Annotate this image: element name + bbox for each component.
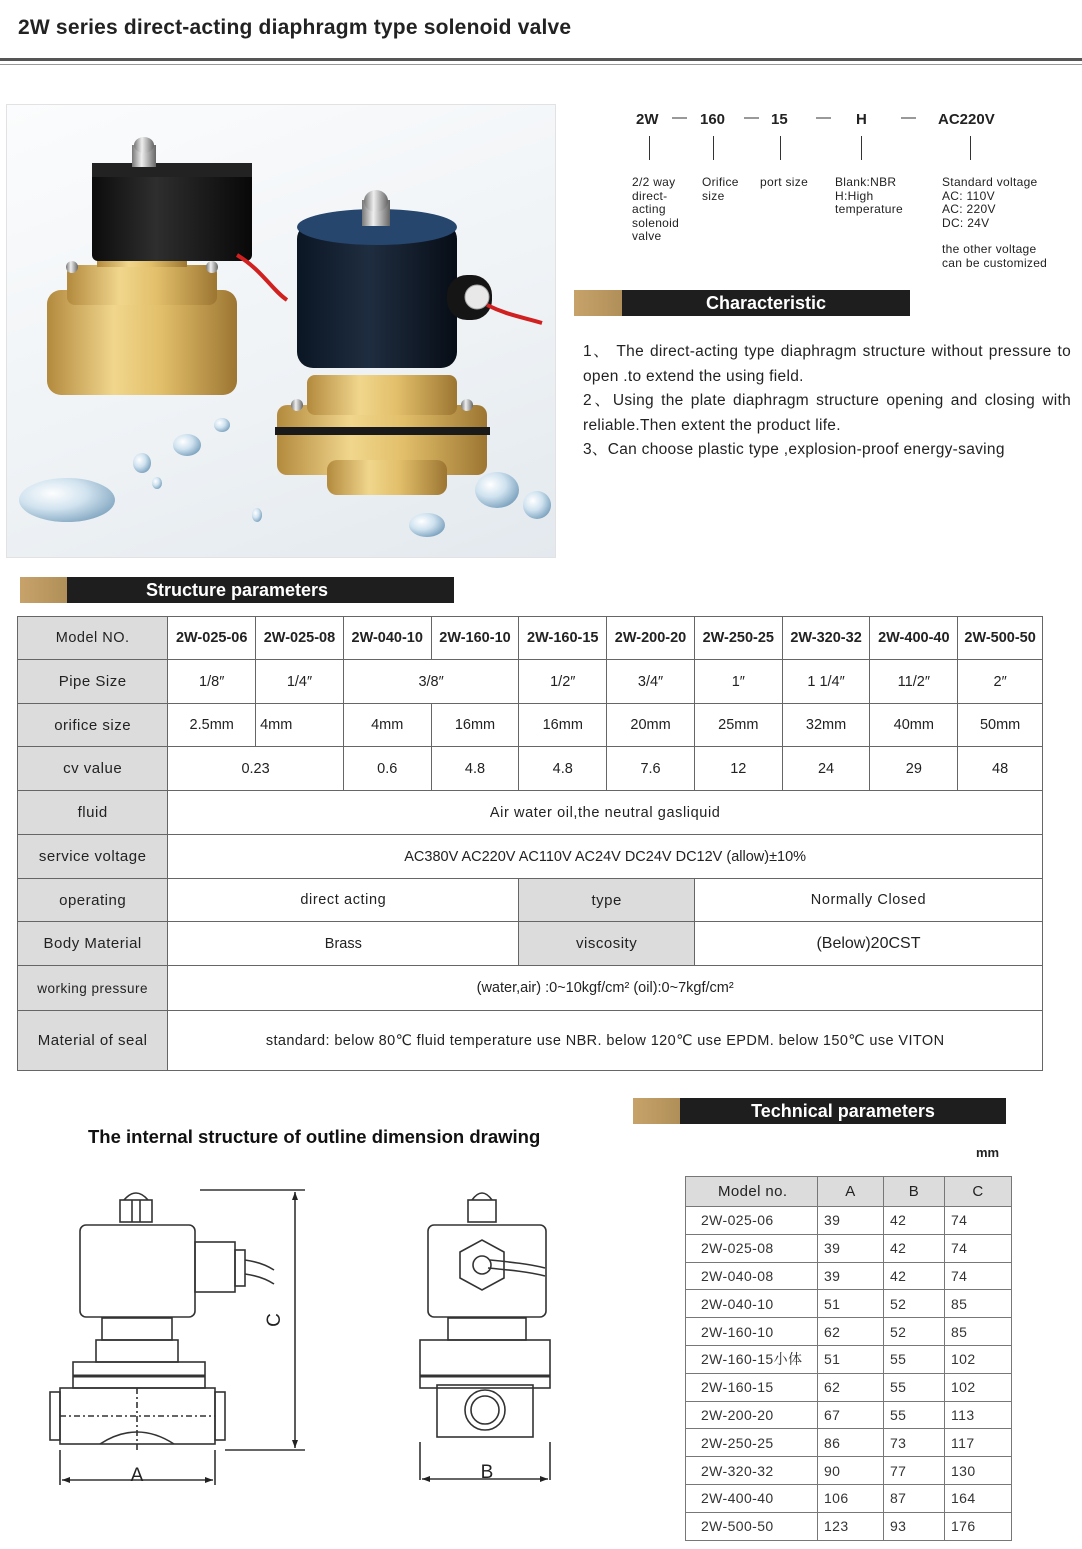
cv-cell: 4.8 — [519, 747, 607, 791]
row-label-model: Model NO. — [18, 617, 168, 660]
code-dash: — — [672, 109, 687, 126]
orifice-cell: 2.5mm — [168, 704, 256, 747]
dimension-cell: 130 — [945, 1457, 1012, 1485]
title-divider — [0, 58, 1082, 61]
dimension-a-label: A — [130, 1465, 144, 1486]
pipe-cell: 11/2″ — [870, 660, 958, 704]
pipe-cell: 1/2″ — [519, 660, 607, 704]
pipe-cell: 1 1/4″ — [782, 660, 870, 704]
orifice-cell: 20mm — [607, 704, 695, 747]
dimension-cell: 62 — [818, 1318, 884, 1346]
solenoid-valve-illustration — [7, 105, 555, 557]
model-cell: 2W-400-40 — [870, 617, 958, 660]
row-label-operating: operating — [18, 879, 168, 922]
code-desc-seal: Blank:NBR H:High temperature — [835, 175, 903, 216]
characteristic-item: 3、Can choose plastic type ,explosion-proof energy-saving — [583, 441, 1005, 458]
code-desc-port: port size — [760, 175, 809, 189]
pipe-cell: 3/4″ — [607, 660, 695, 704]
pipe-cell: 1/8″ — [168, 660, 256, 704]
product-photo — [6, 104, 556, 558]
table-row — [18, 791, 1043, 835]
dimension-cell: 123 — [818, 1512, 884, 1540]
model-cell: 2W-040-08 — [686, 1262, 818, 1290]
dimension-cell: 51 — [818, 1290, 884, 1318]
table-row — [18, 1011, 1043, 1071]
orifice-cell: 32mm — [782, 704, 870, 747]
table-row — [686, 1373, 1012, 1401]
model-cell: 2W-200-20 — [607, 617, 695, 660]
dimension-cell: 164 — [945, 1484, 1012, 1512]
dimension-cell: 90 — [818, 1457, 884, 1485]
table-row — [18, 966, 1043, 1011]
model-cell: 2W-400-40 — [686, 1484, 818, 1512]
row-label-fluid: fluid — [18, 791, 168, 835]
code-part-seal: H — [856, 111, 867, 128]
table-row — [18, 922, 1043, 966]
dimension-cell: 74 — [945, 1234, 1012, 1262]
model-cell: 2W-025-08 — [686, 1234, 818, 1262]
model-cell: 2W-500-50 — [686, 1512, 818, 1540]
dimension-cell: 74 — [945, 1207, 1012, 1235]
column-header: Model no. — [686, 1177, 818, 1207]
model-cell: 2W-250-25 — [686, 1429, 818, 1457]
table-row — [686, 1345, 1012, 1373]
dimension-cell: 117 — [945, 1429, 1012, 1457]
row-label-seal: Material of seal — [18, 1011, 168, 1071]
dimension-cell: 55 — [884, 1373, 945, 1401]
characteristic-header: Characteristic — [574, 290, 910, 316]
dimension-cell: 39 — [818, 1207, 884, 1235]
model-cell: 2W-025-08 — [256, 617, 344, 660]
unit-label: mm — [976, 1145, 1000, 1160]
code-connector — [713, 136, 714, 160]
column-header: A — [818, 1177, 884, 1207]
row-label-pressure: working pressure — [18, 966, 168, 1011]
model-cell: 2W-250-25 — [694, 617, 782, 660]
seal-cell: standard: below 80℃ fluid temperature use NBR. below 120℃ use EPDM. below 150℃ use VITON — [168, 1011, 1043, 1071]
dimension-c-label: C — [264, 1313, 285, 1327]
viscosity-label: viscosity — [519, 922, 695, 966]
drawing-title: The internal structure of outline dimension drawing — [88, 1126, 541, 1147]
model-cell: 2W-025-06 — [168, 617, 256, 660]
dimension-cell: 102 — [945, 1345, 1012, 1373]
viscosity-cell: (Below)20CST — [694, 922, 1042, 966]
code-desc-orifice: Orifice size — [702, 175, 739, 203]
structure-table — [17, 616, 1043, 1071]
technical-table — [685, 1176, 1012, 1541]
dimension-cell: 42 — [884, 1207, 945, 1235]
dimension-cell: 85 — [945, 1318, 1012, 1346]
dimension-cell: 102 — [945, 1373, 1012, 1401]
dimension-cell: 106 — [818, 1484, 884, 1512]
dimension-cell: 67 — [818, 1401, 884, 1429]
title-divider-thin — [0, 64, 1082, 65]
column-header: B — [884, 1177, 945, 1207]
pipe-cell: 3/8″ — [343, 660, 519, 704]
structure-header: Structure parameters — [20, 577, 454, 603]
cv-cell: 48 — [958, 747, 1043, 791]
column-header: C — [945, 1177, 1012, 1207]
cv-cell: 0.6 — [343, 747, 431, 791]
model-cell: 2W-160-10 — [686, 1318, 818, 1346]
fluid-cell: Air water oil,the neutral gasliquid — [168, 791, 1043, 835]
code-part-voltage: AC220V — [938, 111, 995, 128]
orifice-cell: 4mm — [256, 704, 344, 747]
dimension-cell: 77 — [884, 1457, 945, 1485]
code-part-series: 2W — [636, 111, 659, 128]
voltage-cell: AC380V AC220V AC110V AC24V DC24V DC12V (allow)±10% — [168, 835, 1043, 879]
dimension-cell: 93 — [884, 1512, 945, 1540]
cv-cell: 29 — [870, 747, 958, 791]
row-label-pipe: Pipe Size — [18, 660, 168, 704]
code-desc-series: 2/2 way direct- acting solenoid valve — [632, 175, 680, 243]
dimension-cell: 113 — [945, 1401, 1012, 1429]
row-label-cv: cv value — [18, 747, 168, 791]
code-connector — [861, 136, 862, 160]
pipe-cell: 1/4″ — [256, 660, 344, 704]
dimension-cell: 55 — [884, 1345, 945, 1373]
dimension-cell: 176 — [945, 1512, 1012, 1540]
orifice-cell: 16mm — [519, 704, 607, 747]
table-row — [18, 835, 1043, 879]
orifice-cell: 4mm — [343, 704, 431, 747]
code-dash: — — [901, 109, 916, 126]
code-dash: — — [816, 109, 831, 126]
orifice-cell: 16mm — [431, 704, 519, 747]
table-row — [18, 617, 1043, 660]
dimension-cell: 85 — [945, 1290, 1012, 1318]
orifice-cell: 25mm — [694, 704, 782, 747]
operating-cell: direct acting — [168, 879, 519, 922]
dimension-cell: 74 — [945, 1262, 1012, 1290]
body-cell: Brass — [168, 922, 519, 966]
code-part-orifice: 160 — [700, 111, 726, 128]
table-row — [686, 1484, 1012, 1512]
model-cell: 2W-160-15 — [519, 617, 607, 660]
orifice-cell: 40mm — [870, 704, 958, 747]
row-label-orifice: orifice size — [18, 704, 168, 747]
characteristic-item: 1、 The direct-acting type diaphragm structure without pressure to open .to extend the using field. — [583, 343, 1071, 385]
model-cell: 2W-040-10 — [686, 1290, 818, 1318]
type-cell: Normally Closed — [694, 879, 1042, 922]
table-row — [686, 1318, 1012, 1346]
characteristic-list — [583, 340, 1071, 463]
table-row — [18, 879, 1043, 922]
dimension-cell: 62 — [818, 1373, 884, 1401]
dimension-cell: 87 — [884, 1484, 945, 1512]
table-row — [18, 660, 1043, 704]
dimension-cell: 39 — [818, 1234, 884, 1262]
dimension-cell: 52 — [884, 1290, 945, 1318]
dimension-cell: 73 — [884, 1429, 945, 1457]
characteristic-item: 2、Using the plate diaphragm structure opening and closing with reliable.Then extent the product life. — [583, 392, 1071, 434]
code-connector — [780, 136, 781, 160]
dimension-cell: 52 — [884, 1318, 945, 1346]
model-cell: 2W-160-15 — [686, 1373, 818, 1401]
table-row — [686, 1207, 1012, 1235]
table-row — [686, 1262, 1012, 1290]
table-row — [686, 1512, 1012, 1540]
model-cell: 2W-500-50 — [958, 617, 1043, 660]
dimension-cell: 42 — [884, 1234, 945, 1262]
model-cell: 2W-320-32 — [686, 1457, 818, 1485]
cv-cell: 12 — [694, 747, 782, 791]
page-title: 2W series direct-acting diaphragm type solenoid valve — [18, 16, 572, 39]
model-cell: 2W-200-20 — [686, 1401, 818, 1429]
cv-cell: 0.23 — [168, 747, 344, 791]
code-part-port: 15 — [771, 111, 788, 128]
model-cell: 2W-160-15小体 — [686, 1345, 818, 1373]
table-row — [18, 704, 1043, 747]
technical-header: Technical parameters — [633, 1098, 1006, 1124]
code-connector — [970, 136, 971, 160]
table-row — [686, 1290, 1012, 1318]
model-cell: 2W-320-32 — [782, 617, 870, 660]
dimension-cell: 42 — [884, 1262, 945, 1290]
table-row — [686, 1457, 1012, 1485]
code-dash: — — [744, 109, 759, 126]
orifice-cell: 50mm — [958, 704, 1043, 747]
model-cell: 2W-040-10 — [343, 617, 431, 660]
code-connector — [649, 136, 650, 160]
row-label-voltage: service voltage — [18, 835, 168, 879]
table-header-row — [686, 1177, 1012, 1207]
cv-cell: 4.8 — [431, 747, 519, 791]
dimension-cell: 86 — [818, 1429, 884, 1457]
dimension-cell: 51 — [818, 1345, 884, 1373]
model-cell: 2W-160-10 — [431, 617, 519, 660]
dimension-cell: 55 — [884, 1401, 945, 1429]
dimension-b-label: B — [480, 1462, 494, 1483]
table-row — [686, 1401, 1012, 1429]
pressure-cell: (water,air) :0~10kgf/cm² (oil):0~7kgf/cm² — [168, 966, 1043, 1011]
table-row — [18, 747, 1043, 791]
pipe-cell: 2″ — [958, 660, 1043, 704]
row-label-body: Body Material — [18, 922, 168, 966]
table-row — [686, 1234, 1012, 1262]
table-row — [686, 1429, 1012, 1457]
pipe-cell: 1″ — [694, 660, 782, 704]
model-cell: 2W-025-06 — [686, 1207, 818, 1235]
outline-drawing — [40, 1180, 580, 1490]
cv-cell: 24 — [782, 747, 870, 791]
type-label: type — [519, 879, 695, 922]
cv-cell: 7.6 — [607, 747, 695, 791]
code-desc-voltage: Standard voltage AC: 110V AC: 220V DC: 24V the other voltage can be customized — [942, 175, 1048, 270]
dimension-cell: 39 — [818, 1262, 884, 1290]
